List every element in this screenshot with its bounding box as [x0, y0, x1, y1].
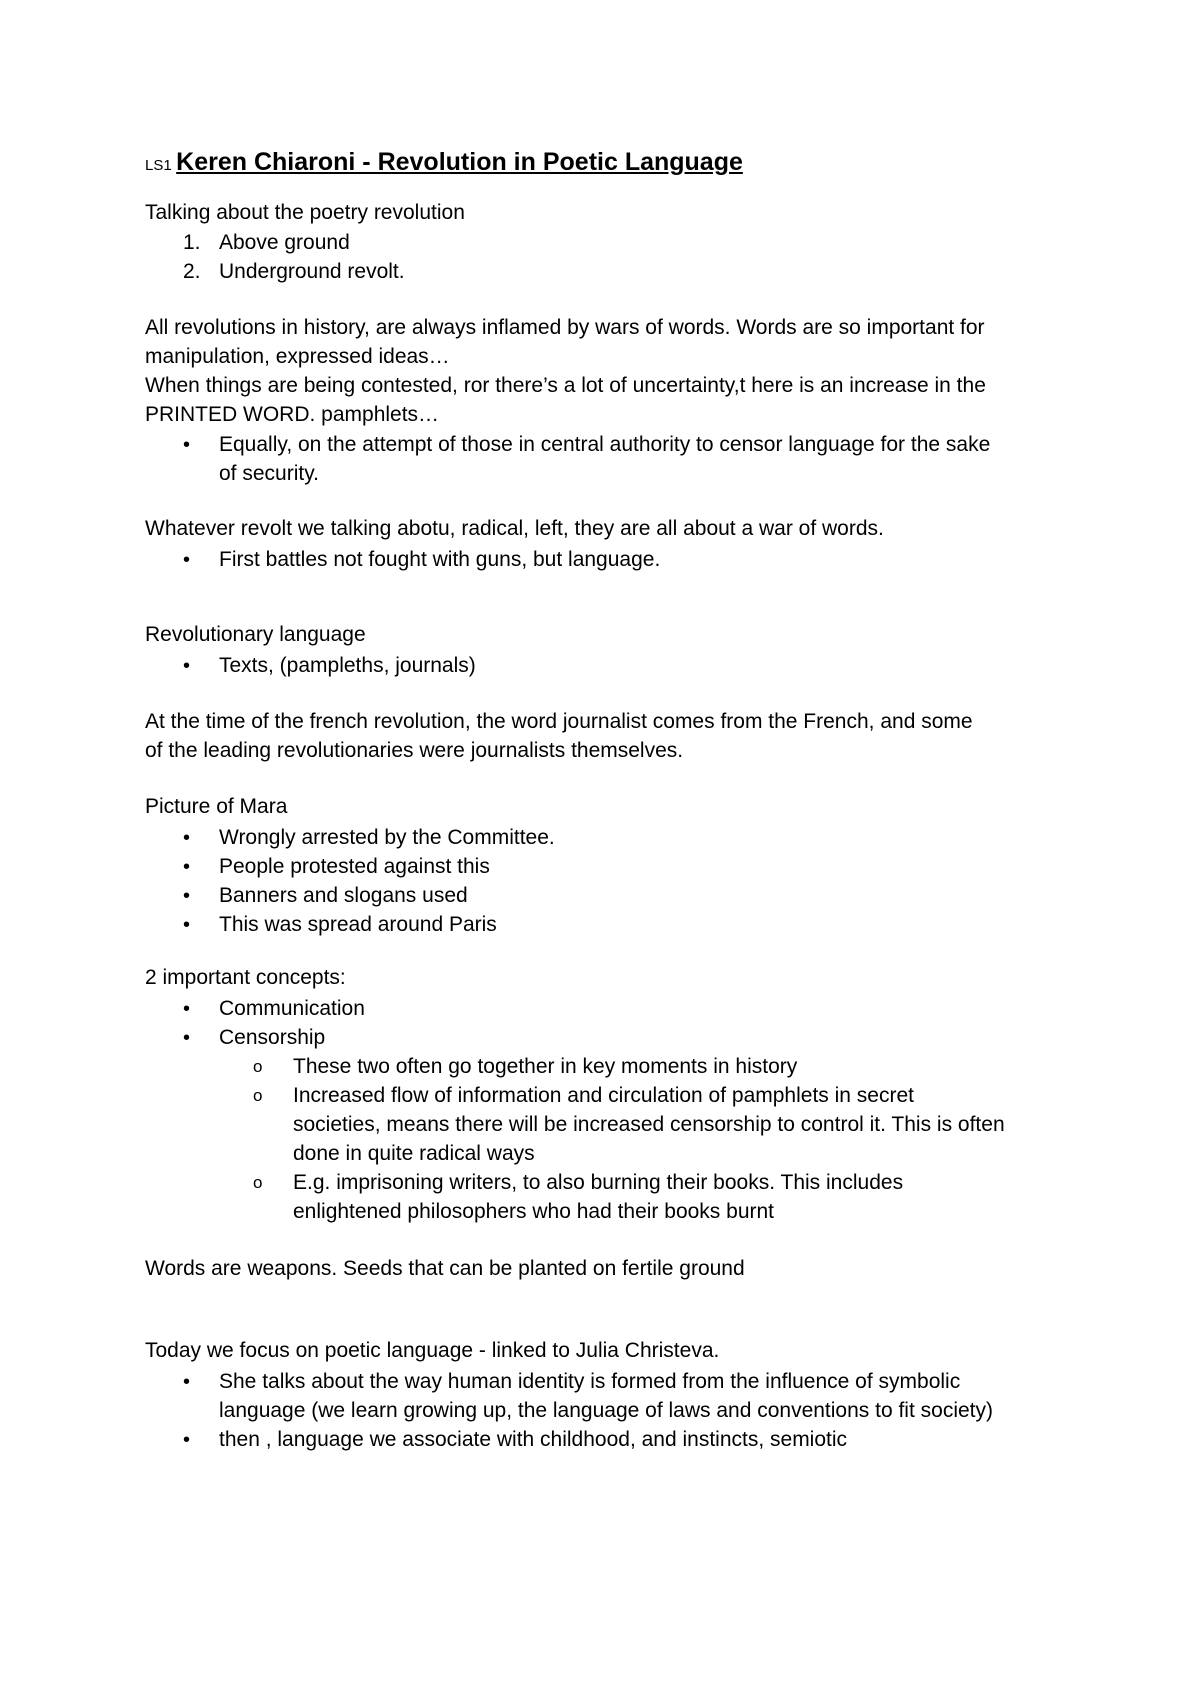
item-text: language (we learn growing up, the language of laws and conventions to fit society)	[219, 1399, 993, 1422]
item-text: then , language we associate with childhood, and instincts, semiotic	[219, 1428, 848, 1451]
sub-bullet-marker: o	[253, 1086, 263, 1105]
section-heading: Revolutionary language	[145, 623, 366, 646]
page-title: Keren Chiaroni - Revolution in Poetic Language	[176, 148, 743, 176]
item-text: Wrongly arrested by the Committee.	[219, 826, 555, 849]
item-text: People protested against this	[219, 855, 490, 878]
item-text: done in quite radical ways	[293, 1142, 535, 1165]
item-text: Above ground	[219, 231, 350, 254]
item-text: Banners and slogans used	[219, 884, 468, 907]
section-heading: 2 important concepts:	[145, 966, 346, 989]
bullet-marker	[183, 545, 213, 575]
item-text: Equally, on the attempt of those in central authority to censor language for the sake	[219, 433, 991, 456]
heading-line	[145, 148, 743, 177]
item-text: enlightened philosophers who had their books burnt	[293, 1200, 775, 1223]
bullet-marker	[183, 823, 213, 853]
paragraph-line: When things are being contested, ror there’s a lot of uncertainty,t here is an increase in the	[145, 374, 986, 397]
item-text: These two often go together in key moments in history	[293, 1055, 798, 1078]
paragraph-line: All revolutions in history, are always inflamed by wars of words. Words are so important for	[145, 316, 985, 339]
paragraph-line: PRINTED WORD. pamphlets…	[145, 403, 440, 426]
intro-text: Talking about the poetry revolution	[145, 201, 465, 224]
item-text: She talks about the way human identity is formed from the influence of symbolic	[219, 1370, 961, 1393]
course-code: LS1	[145, 157, 172, 174]
section-heading: Picture of Mara	[145, 795, 288, 818]
bullet-marker	[183, 1023, 213, 1053]
bullet-marker	[183, 1367, 213, 1397]
bullet-marker	[183, 651, 213, 681]
item-text: societies, means there will be increased censorship to control it. This is often	[293, 1113, 1005, 1136]
paragraph-line: Whatever revolt we talking abotu, radical, left, they are all about a war of words.	[145, 517, 884, 540]
paragraph-line: Today we focus on poetic language - linked to Julia Christeva.	[145, 1339, 720, 1362]
bullet-marker	[183, 852, 213, 882]
item-text: of security.	[219, 462, 319, 485]
item-number: 1.	[183, 231, 201, 254]
paragraph-line: At the time of the french revolution, the word journalist comes from the French, and some	[145, 710, 973, 733]
item-number: 2.	[183, 260, 201, 283]
bullet-marker	[183, 430, 213, 460]
bullet-marker	[183, 910, 213, 940]
item-text: E.g. imprisoning writers, to also burning their books. This includes	[293, 1171, 904, 1194]
bullet-marker	[183, 881, 213, 911]
item-text: Censorship	[219, 1026, 326, 1049]
item-text: Texts, (pampleths, journals)	[219, 654, 476, 677]
sub-bullet-marker: o	[253, 1057, 263, 1076]
item-text: This was spread around Paris	[219, 913, 497, 936]
paragraph-line: of the leading revolutionaries were journalists themselves.	[145, 739, 684, 762]
paragraph-line: Words are weapons. Seeds that can be planted on fertile ground	[145, 1257, 745, 1280]
bullet-marker	[183, 1425, 213, 1455]
item-text: Increased flow of information and circulation of pamphlets in secret	[293, 1084, 914, 1107]
sub-bullet-marker: o	[253, 1173, 263, 1192]
bullet-marker	[183, 994, 213, 1024]
paragraph-line: manipulation, expressed ideas…	[145, 345, 450, 368]
item-text: First battles not fought with guns, but language.	[219, 548, 661, 571]
item-text: Communication	[219, 997, 365, 1020]
item-text: Underground revolt.	[219, 260, 405, 283]
